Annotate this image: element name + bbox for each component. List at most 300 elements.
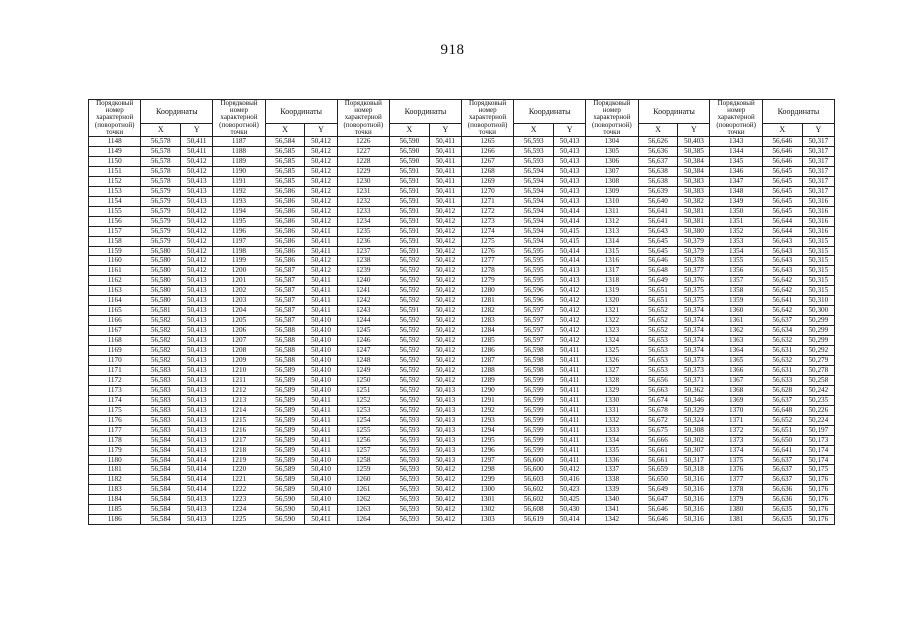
y-cell: 50,412 — [181, 256, 213, 266]
y-cell: 50,412 — [429, 365, 461, 375]
point-number-cell: 1187 — [213, 137, 265, 147]
point-number-cell: 1255 — [337, 425, 389, 435]
y-cell: 50,412 — [429, 306, 461, 316]
y-cell: 50,412 — [305, 156, 337, 166]
y-cell: 50,413 — [181, 385, 213, 395]
point-number-cell: 1364 — [710, 346, 762, 356]
y-cell: 50,381 — [678, 206, 710, 216]
x-cell: 56,590 — [265, 505, 305, 515]
header-coordinates: Координаты — [265, 100, 337, 124]
point-number-cell: 1194 — [213, 206, 265, 216]
y-cell: 50,412 — [429, 236, 461, 246]
x-cell: 56,674 — [638, 395, 678, 405]
x-cell: 56,619 — [514, 515, 554, 525]
x-cell: 56,631 — [762, 365, 802, 375]
y-cell: 50,411 — [305, 236, 337, 246]
x-cell: 56,633 — [762, 375, 802, 385]
x-cell: 56,579 — [141, 186, 181, 196]
table-row — [89, 385, 835, 395]
y-cell: 50,375 — [678, 286, 710, 296]
point-number-cell: 1309 — [586, 186, 638, 196]
y-cell: 50,316 — [802, 196, 834, 206]
point-number-cell: 1322 — [586, 316, 638, 326]
x-cell: 56,646 — [638, 256, 678, 266]
y-cell: 50,316 — [678, 515, 710, 525]
point-number-cell: 1375 — [710, 455, 762, 465]
x-cell: 56,635 — [762, 515, 802, 525]
x-cell: 56,642 — [762, 306, 802, 316]
x-cell: 56,589 — [265, 415, 305, 425]
y-cell: 50,410 — [305, 485, 337, 495]
header-x: X — [265, 124, 305, 137]
x-cell: 56,591 — [389, 216, 429, 226]
point-number-cell: 1318 — [586, 276, 638, 286]
y-cell: 50,279 — [802, 355, 834, 365]
y-cell: 50,412 — [429, 256, 461, 266]
x-cell: 56,592 — [389, 266, 429, 276]
y-cell: 50,413 — [181, 395, 213, 405]
point-number-cell: 1336 — [586, 455, 638, 465]
x-cell: 56,592 — [389, 346, 429, 356]
x-cell: 56,651 — [638, 296, 678, 306]
y-cell: 50,412 — [181, 246, 213, 256]
x-cell: 56,626 — [638, 137, 678, 147]
x-cell: 56,595 — [514, 246, 554, 256]
x-cell: 56,578 — [141, 166, 181, 176]
y-cell: 50,414 — [181, 455, 213, 465]
y-cell: 50,412 — [305, 186, 337, 196]
x-cell: 56,591 — [389, 166, 429, 176]
point-number-cell: 1247 — [337, 346, 389, 356]
point-number-cell: 1208 — [213, 346, 265, 356]
point-number-cell: 1149 — [89, 146, 141, 156]
point-number-cell: 1159 — [89, 246, 141, 256]
x-cell: 56,652 — [638, 316, 678, 326]
y-cell: 50,315 — [802, 286, 834, 296]
point-number-cell: 1345 — [710, 156, 762, 166]
x-cell: 56,632 — [762, 336, 802, 346]
x-cell: 56,592 — [389, 276, 429, 286]
x-cell: 56,592 — [389, 405, 429, 415]
point-number-cell: 1157 — [89, 226, 141, 236]
x-cell: 56,645 — [638, 236, 678, 246]
y-cell: 50,412 — [429, 336, 461, 346]
point-number-cell: 1264 — [337, 515, 389, 525]
table-row — [89, 146, 835, 156]
point-number-cell: 1154 — [89, 196, 141, 206]
y-cell: 50,411 — [429, 196, 461, 206]
y-cell: 50,413 — [429, 455, 461, 465]
point-number-cell: 1213 — [213, 395, 265, 405]
y-cell: 50,413 — [181, 196, 213, 206]
y-cell: 50,411 — [305, 296, 337, 306]
x-cell: 56,592 — [389, 326, 429, 336]
point-number-cell: 1249 — [337, 365, 389, 375]
y-cell: 50,413 — [181, 425, 213, 435]
point-number-cell: 1205 — [213, 316, 265, 326]
x-cell: 56,599 — [514, 445, 554, 455]
point-number-cell: 1271 — [461, 196, 513, 206]
point-number-cell: 1317 — [586, 266, 638, 276]
point-number-cell: 1207 — [213, 336, 265, 346]
point-number-cell: 1311 — [586, 206, 638, 216]
x-cell: 56,584 — [141, 505, 181, 515]
point-number-cell: 1260 — [337, 475, 389, 485]
x-cell: 56,638 — [638, 166, 678, 176]
y-cell: 50,412 — [429, 505, 461, 515]
y-cell: 50,382 — [678, 196, 710, 206]
point-number-cell: 1340 — [586, 495, 638, 505]
point-number-cell: 1171 — [89, 365, 141, 375]
y-cell: 50,411 — [305, 276, 337, 286]
y-cell: 50,411 — [305, 435, 337, 445]
table-body — [89, 137, 835, 525]
table-row — [89, 137, 835, 147]
x-cell: 56,594 — [514, 196, 554, 206]
point-number-cell: 1373 — [710, 435, 762, 445]
y-cell: 50,411 — [429, 156, 461, 166]
y-cell: 50,374 — [678, 316, 710, 326]
x-cell: 56,653 — [638, 346, 678, 356]
y-cell: 50,373 — [678, 365, 710, 375]
y-cell: 50,411 — [305, 286, 337, 296]
y-cell: 50,413 — [554, 266, 586, 276]
y-cell: 50,425 — [554, 495, 586, 505]
y-cell: 50,412 — [181, 236, 213, 246]
y-cell: 50,413 — [554, 196, 586, 206]
x-cell: 56,591 — [389, 196, 429, 206]
header-y: Y — [554, 124, 586, 137]
x-cell: 56,645 — [762, 166, 802, 176]
y-cell: 50,380 — [678, 226, 710, 236]
point-number-cell: 1246 — [337, 336, 389, 346]
y-cell: 50,411 — [305, 515, 337, 525]
x-cell: 56,593 — [389, 455, 429, 465]
point-number-cell: 1332 — [586, 415, 638, 425]
point-number-cell: 1359 — [710, 296, 762, 306]
x-cell: 56,579 — [141, 216, 181, 226]
y-cell: 50,411 — [429, 137, 461, 147]
table-row — [89, 336, 835, 346]
x-cell: 56,642 — [762, 276, 802, 286]
y-cell: 50,410 — [305, 326, 337, 336]
x-cell: 56,597 — [514, 316, 554, 326]
y-cell: 50,379 — [678, 236, 710, 246]
point-number-cell: 1202 — [213, 286, 265, 296]
header-coordinates: Координаты — [141, 100, 213, 124]
point-number-cell: 1150 — [89, 156, 141, 166]
x-cell: 56,593 — [389, 505, 429, 515]
y-cell: 50,412 — [429, 495, 461, 505]
x-cell: 56,641 — [638, 206, 678, 216]
y-cell: 50,176 — [802, 515, 834, 525]
x-cell: 56,592 — [389, 256, 429, 266]
y-cell: 50,414 — [554, 216, 586, 226]
table-row — [89, 236, 835, 246]
point-number-cell: 1204 — [213, 306, 265, 316]
x-cell: 56,653 — [638, 355, 678, 365]
point-number-cell: 1221 — [213, 475, 265, 485]
point-number-cell: 1173 — [89, 385, 141, 395]
table-row — [89, 475, 835, 485]
x-cell: 56,580 — [141, 296, 181, 306]
x-cell: 56,594 — [514, 216, 554, 226]
y-cell: 50,413 — [181, 336, 213, 346]
x-cell: 56,584 — [141, 495, 181, 505]
y-cell: 50,413 — [554, 276, 586, 286]
table-row — [89, 505, 835, 515]
y-cell: 50,410 — [305, 465, 337, 475]
point-number-cell: 1266 — [461, 146, 513, 156]
point-number-cell: 1166 — [89, 316, 141, 326]
y-cell: 50,413 — [554, 176, 586, 186]
point-number-cell: 1281 — [461, 296, 513, 306]
x-cell: 56,635 — [762, 505, 802, 515]
point-number-cell: 1238 — [337, 256, 389, 266]
y-cell: 50,414 — [181, 475, 213, 485]
x-cell: 56,589 — [265, 375, 305, 385]
y-cell: 50,411 — [554, 415, 586, 425]
y-cell: 50,411 — [305, 415, 337, 425]
y-cell: 50,317 — [802, 186, 834, 196]
x-cell: 56,583 — [141, 385, 181, 395]
point-number-cell: 1304 — [586, 137, 638, 147]
y-cell: 50,430 — [554, 505, 586, 515]
x-cell: 56,593 — [514, 137, 554, 147]
y-cell: 50,412 — [305, 256, 337, 266]
x-cell: 56,586 — [265, 246, 305, 256]
y-cell: 50,413 — [181, 346, 213, 356]
header-x: X — [762, 124, 802, 137]
point-number-cell: 1301 — [461, 495, 513, 505]
x-cell: 56,579 — [141, 206, 181, 216]
x-cell: 56,582 — [141, 326, 181, 336]
y-cell: 50,412 — [554, 306, 586, 316]
x-cell: 56,588 — [265, 326, 305, 336]
y-cell: 50,413 — [554, 186, 586, 196]
x-cell: 56,652 — [762, 415, 802, 425]
point-number-cell: 1239 — [337, 266, 389, 276]
x-cell: 56,644 — [762, 216, 802, 226]
table-row — [89, 266, 835, 276]
point-number-cell: 1164 — [89, 296, 141, 306]
x-cell: 56,643 — [762, 256, 802, 266]
y-cell: 50,384 — [678, 156, 710, 166]
point-number-cell: 1190 — [213, 166, 265, 176]
point-number-cell: 1236 — [337, 236, 389, 246]
point-number-cell: 1361 — [710, 316, 762, 326]
point-number-cell: 1235 — [337, 226, 389, 236]
x-cell: 56,584 — [265, 137, 305, 147]
x-cell: 56,584 — [141, 465, 181, 475]
y-cell: 50,412 — [305, 266, 337, 276]
x-cell: 56,599 — [514, 435, 554, 445]
point-number-cell: 1284 — [461, 326, 513, 336]
x-cell: 56,656 — [638, 375, 678, 385]
point-number-cell: 1380 — [710, 505, 762, 515]
y-cell: 50,318 — [678, 465, 710, 475]
x-cell: 56,585 — [265, 176, 305, 186]
point-number-cell: 1326 — [586, 355, 638, 365]
x-cell: 56,640 — [638, 196, 678, 206]
x-cell: 56,592 — [389, 395, 429, 405]
x-cell: 56,583 — [141, 365, 181, 375]
y-cell: 50,412 — [305, 137, 337, 147]
y-cell: 50,414 — [181, 485, 213, 495]
table-row — [89, 495, 835, 505]
x-cell: 56,587 — [265, 286, 305, 296]
y-cell: 50,384 — [678, 166, 710, 176]
y-cell: 50,413 — [429, 415, 461, 425]
y-cell: 50,412 — [181, 156, 213, 166]
y-cell: 50,317 — [802, 166, 834, 176]
point-number-cell: 1203 — [213, 296, 265, 306]
point-number-cell: 1201 — [213, 276, 265, 286]
y-cell: 50,174 — [802, 455, 834, 465]
point-number-cell: 1250 — [337, 375, 389, 385]
y-cell: 50,174 — [802, 445, 834, 455]
table-row — [89, 425, 835, 435]
y-cell: 50,410 — [305, 385, 337, 395]
y-cell: 50,315 — [802, 246, 834, 256]
x-cell: 56,583 — [141, 375, 181, 385]
y-cell: 50,376 — [678, 276, 710, 286]
point-number-cell: 1344 — [710, 146, 762, 156]
y-cell: 50,412 — [181, 166, 213, 176]
y-cell: 50,411 — [429, 146, 461, 156]
x-cell: 56,645 — [762, 206, 802, 216]
y-cell: 50,412 — [554, 336, 586, 346]
point-number-cell: 1174 — [89, 395, 141, 405]
y-cell: 50,299 — [802, 326, 834, 336]
y-cell: 50,413 — [181, 375, 213, 385]
point-number-cell: 1292 — [461, 405, 513, 415]
table-row — [89, 216, 835, 226]
y-cell: 50,413 — [181, 176, 213, 186]
header-point-number: Порядковый номер характерной (поворотной) точки — [710, 100, 762, 137]
y-cell: 50,383 — [678, 176, 710, 186]
y-cell: 50,378 — [678, 256, 710, 266]
y-cell: 50,412 — [429, 485, 461, 495]
x-cell: 56,589 — [265, 435, 305, 445]
x-cell: 56,580 — [141, 266, 181, 276]
x-cell: 56,584 — [141, 515, 181, 525]
y-cell: 50,242 — [802, 385, 834, 395]
x-cell: 56,632 — [762, 355, 802, 365]
point-number-cell: 1231 — [337, 186, 389, 196]
y-cell: 50,413 — [429, 435, 461, 445]
point-number-cell: 1368 — [710, 385, 762, 395]
point-number-cell: 1229 — [337, 166, 389, 176]
y-cell: 50,410 — [305, 336, 337, 346]
x-cell: 56,653 — [638, 336, 678, 346]
point-number-cell: 1283 — [461, 316, 513, 326]
x-cell: 56,646 — [638, 505, 678, 515]
y-cell: 50,307 — [678, 445, 710, 455]
x-cell: 56,580 — [141, 286, 181, 296]
point-number-cell: 1258 — [337, 455, 389, 465]
x-cell: 56,594 — [514, 206, 554, 216]
x-cell: 56,641 — [638, 216, 678, 226]
point-number-cell: 1316 — [586, 256, 638, 266]
y-cell: 50,411 — [305, 445, 337, 455]
x-cell: 56,578 — [141, 156, 181, 166]
point-number-cell: 1324 — [586, 336, 638, 346]
point-number-cell: 1170 — [89, 355, 141, 365]
x-cell: 56,672 — [638, 415, 678, 425]
point-number-cell: 1365 — [710, 355, 762, 365]
point-number-cell: 1356 — [710, 266, 762, 276]
x-cell: 56,663 — [638, 385, 678, 395]
point-number-cell: 1269 — [461, 176, 513, 186]
point-number-cell: 1232 — [337, 196, 389, 206]
table-header — [89, 100, 835, 137]
x-cell: 56,648 — [638, 266, 678, 276]
point-number-cell: 1374 — [710, 445, 762, 455]
y-cell: 50,411 — [554, 405, 586, 415]
point-number-cell: 1376 — [710, 465, 762, 475]
point-number-cell: 1191 — [213, 176, 265, 186]
point-number-cell: 1291 — [461, 395, 513, 405]
point-number-cell: 1285 — [461, 336, 513, 346]
y-cell: 50,411 — [305, 395, 337, 405]
point-number-cell: 1259 — [337, 465, 389, 475]
x-cell: 56,582 — [141, 336, 181, 346]
x-cell: 56,589 — [265, 485, 305, 495]
x-cell: 56,580 — [141, 276, 181, 286]
x-cell: 56,636 — [638, 146, 678, 156]
y-cell: 50,412 — [429, 296, 461, 306]
x-cell: 56,592 — [389, 385, 429, 395]
y-cell: 50,413 — [181, 515, 213, 525]
x-cell: 56,596 — [514, 286, 554, 296]
y-cell: 50,412 — [429, 266, 461, 276]
point-number-cell: 1209 — [213, 355, 265, 365]
x-cell: 56,592 — [389, 355, 429, 365]
x-cell: 56,594 — [514, 236, 554, 246]
point-number-cell: 1245 — [337, 326, 389, 336]
y-cell: 50,412 — [305, 216, 337, 226]
x-cell: 56,645 — [762, 186, 802, 196]
y-cell: 50,412 — [429, 475, 461, 485]
point-number-cell: 1223 — [213, 495, 265, 505]
y-cell: 50,413 — [554, 156, 586, 166]
point-number-cell: 1234 — [337, 216, 389, 226]
table-row — [89, 485, 835, 495]
y-cell: 50,315 — [802, 236, 834, 246]
x-cell: 56,586 — [265, 226, 305, 236]
header-point-number: Порядковый номер характерной (поворотной) точки — [337, 100, 389, 137]
point-number-cell: 1252 — [337, 395, 389, 405]
header-coordinates: Координаты — [638, 100, 710, 124]
point-number-cell: 1158 — [89, 236, 141, 246]
x-cell: 56,597 — [514, 326, 554, 336]
x-cell: 56,643 — [638, 226, 678, 236]
y-cell: 50,411 — [305, 505, 337, 515]
x-cell: 56,592 — [389, 316, 429, 326]
y-cell: 50,316 — [802, 216, 834, 226]
y-cell: 50,411 — [429, 186, 461, 196]
x-cell: 56,646 — [762, 137, 802, 147]
point-number-cell: 1227 — [337, 146, 389, 156]
x-cell: 56,593 — [389, 465, 429, 475]
point-number-cell: 1156 — [89, 216, 141, 226]
table-row — [89, 276, 835, 286]
x-cell: 56,599 — [514, 395, 554, 405]
point-number-cell: 1184 — [89, 495, 141, 505]
point-number-cell: 1296 — [461, 445, 513, 455]
x-cell: 56,585 — [265, 156, 305, 166]
